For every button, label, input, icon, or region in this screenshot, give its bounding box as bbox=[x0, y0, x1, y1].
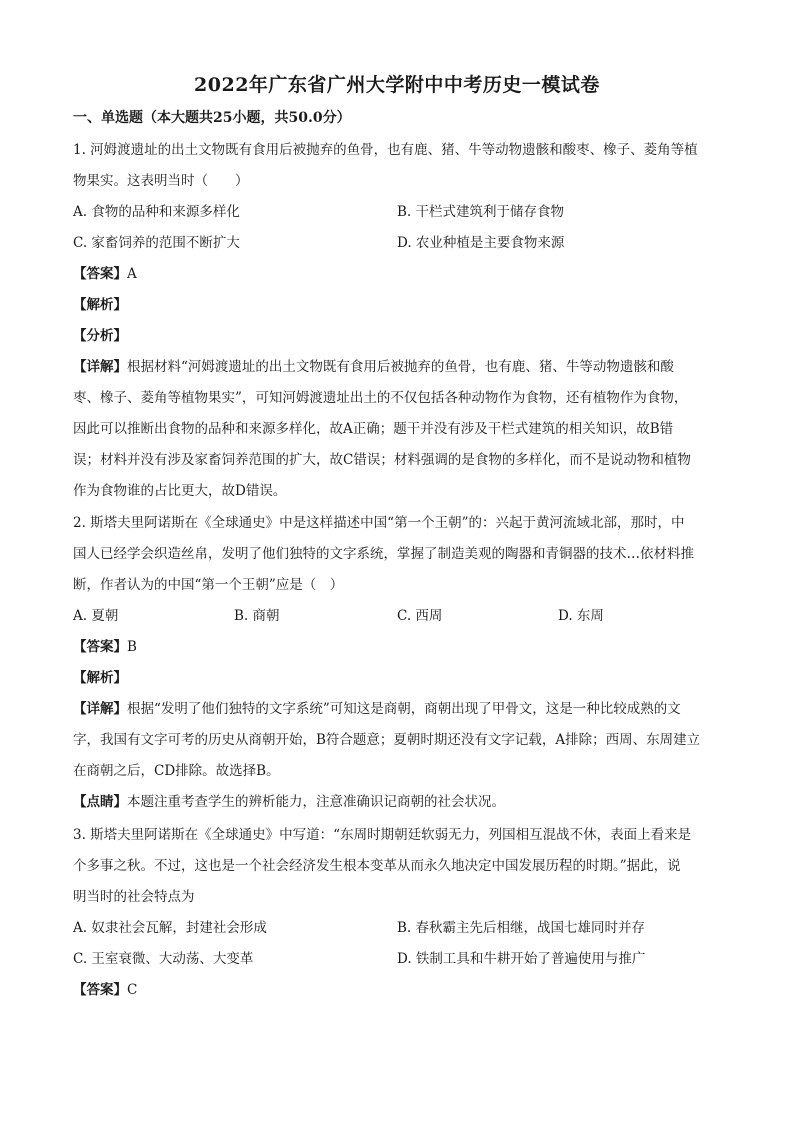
q2-jiexi-tag: 【解析】 bbox=[73, 670, 127, 686]
q1-stem-line-1: 1. 河姆渡遗址的出土文物既有食用后被抛弃的鱼骨，也有鹿、猪、牛等动物遗骸和酸枣、橡子、菱角等植 bbox=[73, 142, 698, 158]
q2-detail-line-2: 字，我国有文字可考的历史从商朝开始，B符合题意；夏朝时期还没有文字记载，A排除；西周、东周建立 bbox=[73, 732, 701, 748]
q2-stem-line-2: 国人已经学会织造丝帛，发明了他们独特的文字系统，掌握了制造美观的陶器和青铜器的技术…依材料推 bbox=[73, 546, 694, 562]
q3-answer bbox=[73, 980, 137, 1000]
q3-option-d: D. 铁制工具和牛耕开始了普遍使用与推广 bbox=[397, 951, 646, 967]
answer-tag: 【答案】 bbox=[73, 266, 127, 282]
q2-option-c: C. 西周 bbox=[397, 608, 443, 624]
q1-jiexi-tag: 【解析】 bbox=[73, 297, 127, 313]
answer-tag: 【答案】 bbox=[73, 639, 127, 655]
q2-detail-line-1: 【详解】根据“发明了他们独特的文字系统”可知这是商朝，商朝出现了甲骨文，这是一种比较成熟的文 bbox=[73, 701, 681, 717]
q1-detail-line-1: 【详解】根据材料“河姆渡遗址的出土文物既有食用后被抛弃的鱼骨，也有鹿、猪、牛等动物遗骸和酸 bbox=[73, 359, 674, 375]
q1-answer-value: A bbox=[127, 266, 137, 282]
q2-answer bbox=[73, 637, 137, 657]
q2-stem-line-1: 2. 斯塔夫里阿诺斯在《全球通史》中是这样描述中国“第一个王朝”的：兴起于黄河流域北部，那时，中 bbox=[73, 515, 685, 531]
q3-stem-line-1: 3. 斯塔夫里阿诺斯在《全球通史》中写道：“东周时期朝廷软弱无力，列国相互混战不休，表面上看来是 bbox=[73, 827, 692, 843]
q3-stem-line-3: 明当时的社会特点为 bbox=[73, 889, 195, 905]
q2-answer-value: B bbox=[127, 639, 137, 655]
q3-option-b: B. 春秋霸主先后相继，战国七雄同时并存 bbox=[397, 920, 646, 936]
detail-tag: 【详解】 bbox=[73, 701, 127, 717]
q1-option-d: D. 农业种植是主要食物来源 bbox=[397, 235, 565, 251]
q3-option-a: A. 奴隶社会瓦解，封建社会形成 bbox=[73, 920, 267, 936]
q1-option-a: A. 食物的品种和来源多样化 bbox=[73, 204, 240, 220]
q1-detail-line-2: 枣、橡子、菱角等植物果实”，可知河姆渡遗址出土的不仅包括各种动物作为食物，还有植物作为食物， bbox=[73, 390, 688, 406]
detail-tag: 【详解】 bbox=[73, 359, 127, 375]
section-heading: 一、单选题（本大题共25小题，共50.0分） bbox=[73, 110, 351, 126]
q1-answer bbox=[73, 264, 137, 284]
q1-detail-line-4: 误；材料并没有涉及家畜饲养范围的扩大，故C错误；材料强调的是食物的多样化，而不是说动物和植物 bbox=[73, 452, 691, 468]
q2-dianjing: 【点睛】本题注重考查学生的辨析能力，注意准确识记商朝的社会状况。 bbox=[73, 794, 505, 810]
answer-tag: 【答案】 bbox=[73, 982, 127, 998]
q1-detail-line-3: 因此可以推断出食物的品种和来源多样化，故A正确；题干并没有涉及干栏式建筑的相关知识，故B错 bbox=[73, 421, 674, 437]
page-title: 2022年广东省广州大学附中中考历史一模试卷 bbox=[194, 74, 600, 96]
dianjing-tag: 【点睛】 bbox=[73, 794, 127, 810]
q2-option-b: B. 商朝 bbox=[234, 608, 280, 624]
q2-detail-line-3: 在商朝之后，CD排除。故选择B。 bbox=[73, 763, 280, 779]
q2-option-a: A. 夏朝 bbox=[73, 608, 119, 624]
q1-option-b: B. 干栏式建筑利于储存食物 bbox=[397, 204, 565, 220]
q1-stem-line-2: 物果实。这表明当时（ ） bbox=[73, 173, 249, 189]
q3-answer-value: C bbox=[127, 982, 138, 998]
q3-option-c: C. 王室衰微、大动荡、大变革 bbox=[73, 951, 254, 967]
q1-option-c: C. 家畜饲养的范围不断扩大 bbox=[73, 235, 240, 251]
q1-fenxi-tag: 【分析】 bbox=[73, 328, 127, 344]
q3-stem-line-2: 个多事之秋。不过，这也是一个社会经济发生根本变革从而永久地决定中国发展历程的时期。”据此，说 bbox=[73, 858, 681, 874]
q2-stem-line-3: 断，作者认为的中国“第一个王朝”应是（ ） bbox=[73, 577, 344, 593]
q2-option-d: D. 东周 bbox=[558, 608, 604, 624]
q1-detail-line-5: 作为食物谁的占比更大，故D错误。 bbox=[73, 483, 287, 499]
